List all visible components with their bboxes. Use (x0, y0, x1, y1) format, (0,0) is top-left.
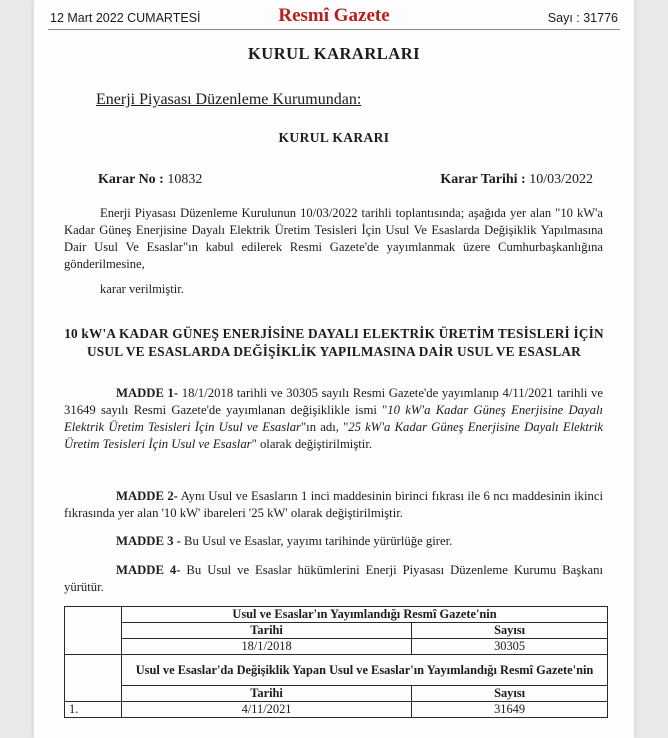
article-4-text: Bu Usul ve Esaslar hükümlerini Enerji Piyasası Düzenleme Kurumu Başkanı yürütür. (64, 563, 603, 594)
decision-date (440, 172, 593, 188)
table-amend-col-issue: Sayısı (412, 686, 608, 702)
table-col-date: Tarihi (122, 623, 412, 639)
table-row (65, 702, 608, 718)
table-amend-col-date: Tarihi (122, 686, 412, 702)
table-col-issue: Sayısı (412, 623, 608, 639)
publication-history-table (64, 606, 608, 718)
article-1-label: MADDE 1- (116, 386, 179, 400)
table-row (65, 686, 608, 702)
section-title: KURUL KARARLARI (247, 44, 421, 63)
table-row (65, 639, 608, 655)
table-amend-header: Usul ve Esaslar'da Değişiklik Yapan Usul ve Esaslar'ın Yayımlandığı Resmî Gazete'nin (122, 655, 608, 686)
table-cell-issue: 31649 (412, 702, 608, 718)
article-3-label: MADDE 3 - (116, 534, 181, 548)
table-row (65, 623, 608, 639)
article-1-text-c: " olarak değiştirilmiştir. (251, 437, 373, 451)
article-1-new-name: 25 kW'a Kadar Güneş Enerjisine Dayalı Elektrik Üretim Tesisleri İçin Usul ve Esaslar (64, 420, 603, 451)
gazette-header (48, 5, 620, 30)
article-4 (64, 562, 603, 596)
article-1 (64, 385, 603, 453)
article-1-text-b: "ın adı, " (301, 420, 349, 434)
decision-number (98, 172, 202, 188)
table-cell-row-number: 1. (65, 702, 122, 718)
table-cell-issue: 30305 (412, 639, 608, 655)
decision-title: KURUL KARARI (278, 130, 390, 145)
institution-name: Enerji Piyasası Düzenleme Kurumundan: (96, 91, 362, 108)
article-4-label: MADDE 4- (116, 563, 181, 577)
gazette-logo-text: Resmî Gazete (278, 5, 390, 26)
decision-date-value: 10/03/2022 (529, 172, 593, 187)
intro-paragraph: Enerji Piyasası Düzenleme Kurulunun 10/03/2022 tarihli toplantısında; aşağıda yer alan "10 kW'a Kadar Güneş Enerjisine Dayalı Elektrik Üretim Tesisleri İçin Usul Ve Esaslarda Değişiklik Yapılmasına Dair Usul Ve Esaslar"ın kabul edilerek Resmi Gazete'de yayımlanmak üzere Cumhurbaşkanlığına gönderilmesine, (64, 206, 603, 271)
closing-phrase: karar verilmiştir. (100, 282, 184, 296)
article-2 (64, 488, 603, 522)
article-1-old-name: 10 kW'a Kadar Güneş Enerjisine Dayalı Elektrik Üretim Tesisleri İçin Usul ve Esaslar (64, 403, 604, 434)
table-cell-blank (65, 607, 122, 655)
table-row (65, 655, 608, 686)
article-1-text-a: 18/1/2018 tarihli ve 30305 sayılı Resmi Gazete'de yayımlanıp 4/11/2021 tarihli ve 31649 sayılı Resmi Gazete'de yayımlanan değişiklikle ismi " (64, 386, 603, 417)
gazette-page (34, 0, 634, 738)
article-3 (64, 533, 603, 550)
header-date: 12 Mart 2022 CUMARTESİ (50, 11, 201, 25)
table-main-header: Usul ve Esaslar'ın Yayımlandığı Resmî Gazete'nin (122, 607, 608, 623)
table-cell-blank (65, 655, 122, 702)
article-3-text: Bu Usul ve Esaslar, yayımı tarihinde yürürlüğe girer. (180, 534, 453, 548)
decision-number-label: Karar No : (98, 172, 164, 187)
table-cell-date: 4/11/2021 (122, 702, 412, 718)
decision-number-value: 10832 (167, 172, 203, 187)
table-cell-date: 18/1/2018 (122, 639, 412, 655)
header-issue-number: Sayı : 31776 (547, 11, 618, 25)
article-2-label: MADDE 2- (116, 489, 178, 503)
article-2-text: Aynı Usul ve Esasların 1 inci maddesinin birinci fıkrası ile 6 ncı maddesinin ikinci fıkrasında yer alan '10 kW' ibareleri '25 kW' olarak değiştirilmiştir. (64, 489, 604, 520)
regulation-title: 10 kW'A KADAR GÜNEŞ ENERJİSİNE DAYALI ELEKTRİK ÜRETİM TESİSLERİ İÇİN USUL VE ESASLARDA DEĞİŞİKLİK YAPILMASINA DAİR USUL VE ESASLAR (64, 326, 604, 359)
decision-date-label: Karar Tarihi : (440, 172, 526, 187)
table-row (65, 607, 608, 623)
